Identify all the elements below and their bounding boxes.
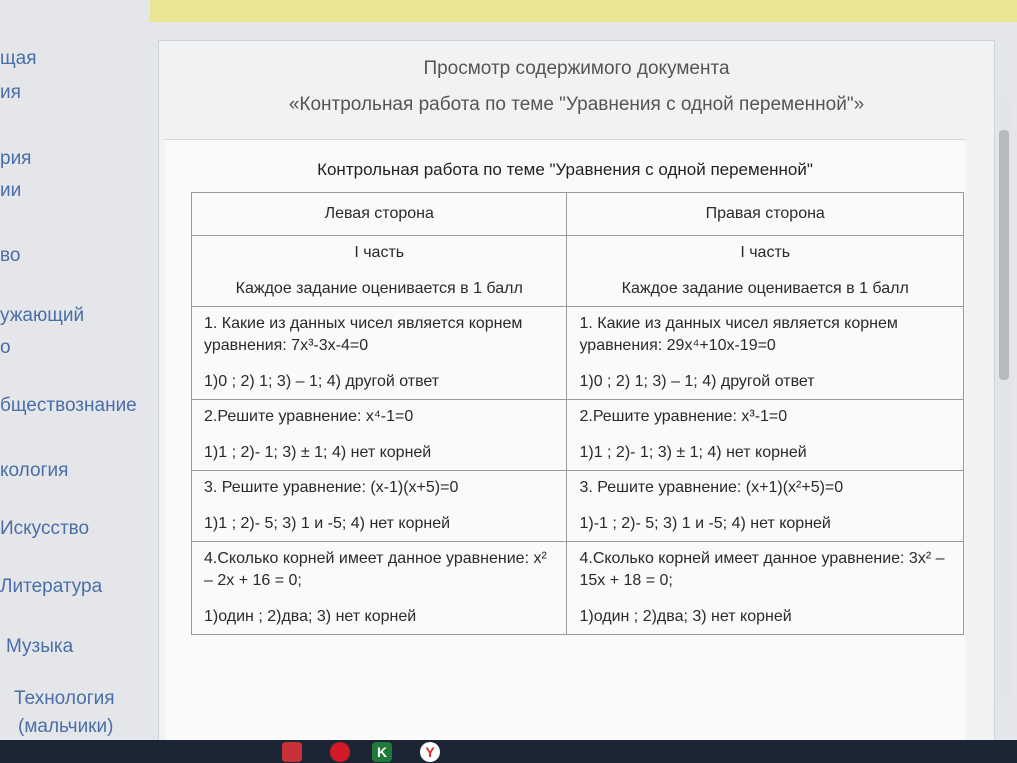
left-answers-1: 1)0 ; 2) 1; 3) – 1; 4) другой ответ — [204, 373, 440, 390]
sidebar — [0, 40, 150, 763]
document-header — [159, 41, 994, 123]
table-row — [192, 307, 964, 400]
left-answers-4: 1)один ; 2)два; 3) нет корней — [204, 608, 417, 625]
worksheet-table — [191, 192, 964, 635]
right-answers-4: 1)один ; 2)два; 3) нет корней — [579, 608, 792, 625]
table-row — [192, 400, 964, 471]
sidebar-item-7[interactable]: о — [0, 337, 11, 358]
document-panel — [158, 40, 995, 742]
table-row — [192, 236, 964, 307]
sidebar-item-ecology[interactable]: кология — [0, 460, 69, 481]
left-header: Левая сторона — [192, 193, 567, 236]
left-question-4: 4.Сколько корней имеет данное уравнение: x² – 2x + 16 = 0; — [204, 550, 547, 589]
right-score-note: Каждое задание оценивается в 1 балл — [621, 280, 909, 297]
top-banner — [150, 0, 1017, 22]
document-subheading: «Контрольная работа по теме "Уравнения с одной переменной"» — [288, 94, 865, 115]
sidebar-item-technology[interactable]: Технология — [14, 688, 115, 709]
right-question-3: 3. Решите уравнение: (x+1)(x²+5)=0 — [579, 479, 844, 496]
app-icon-red[interactable] — [282, 742, 302, 762]
yandex-browser-icon[interactable]: Y — [420, 742, 440, 762]
sidebar-item-music[interactable]: Музыка — [6, 636, 74, 657]
right-part-label: I часть — [740, 244, 791, 261]
taskbar — [0, 740, 1017, 763]
sidebar-item-social-studies[interactable]: бществознание — [0, 395, 137, 416]
sidebar-item-4[interactable]: ии — [0, 180, 22, 201]
table-row — [192, 542, 964, 635]
right-answers-3: 1)-1 ; 2)- 5; 3) 1 и -5; 4) нет корней — [579, 515, 831, 532]
sidebar-item-6[interactable]: ужающий — [0, 305, 85, 326]
document-viewer[interactable] — [165, 139, 965, 740]
right-question-3-cell — [567, 471, 964, 542]
opera-icon[interactable] — [330, 742, 350, 762]
left-score-note: Каждое задание оценивается в 1 балл — [235, 280, 523, 297]
left-part-label: I часть — [354, 244, 405, 261]
sidebar-item-2[interactable]: ия — [0, 82, 21, 103]
right-answers-1: 1)0 ; 2) 1; 3) – 1; 4) другой ответ — [579, 373, 815, 390]
sidebar-item-3[interactable]: рия — [0, 148, 32, 169]
sidebar-item-technology-boys[interactable]: (мальчики) — [18, 716, 114, 737]
table-row — [192, 193, 964, 236]
sidebar-item-art[interactable]: Искусство — [0, 518, 90, 539]
right-question-1-cell — [567, 307, 964, 400]
right-answers-2: 1)1 ; 2)- 1; 3) ± 1; 4) нет корней — [579, 444, 807, 461]
left-question-1: 1. Какие из данных чисел является корнем уравнения: 7x³-3x-4=0 — [204, 315, 523, 354]
left-question-3: 3. Решите уравнение: (x-1)(x+5)=0 — [204, 479, 459, 496]
document-heading: Просмотр содержимого документа — [423, 58, 730, 79]
kaspersky-icon[interactable]: K — [372, 742, 392, 762]
right-question-2: 2.Решите уравнение: x³-1=0 — [579, 408, 788, 425]
worksheet-title: Контрольная работа по теме "Уравнения с одной переменной" — [317, 160, 813, 179]
left-intro-cell — [192, 236, 567, 307]
left-question-4-cell — [192, 542, 567, 635]
left-answers-2: 1)1 ; 2)- 1; 3) ± 1; 4) нет корней — [204, 444, 432, 461]
viewer-scrollbar-thumb[interactable] — [999, 130, 1009, 380]
left-question-1-cell — [192, 307, 567, 400]
right-header: Правая сторона — [567, 193, 964, 236]
sidebar-item-5[interactable]: во — [0, 245, 21, 266]
left-question-2-cell — [192, 400, 567, 471]
right-question-2-cell — [567, 400, 964, 471]
right-question-4-cell — [567, 542, 964, 635]
sidebar-item-1[interactable]: щая — [0, 48, 37, 69]
right-question-4: 4.Сколько корней имеет данное уравнение: 3x² – 15x + 18 = 0; — [579, 550, 945, 589]
left-answers-3: 1)1 ; 2)- 5; 3) 1 и -5; 4) нет корней — [204, 515, 451, 532]
table-row — [192, 471, 964, 542]
sidebar-item-literature[interactable]: Литература — [0, 576, 103, 597]
left-question-3-cell — [192, 471, 567, 542]
right-intro-cell — [567, 236, 964, 307]
left-question-2: 2.Решите уравнение: x⁴-1=0 — [204, 408, 414, 425]
right-question-1: 1. Какие из данных чисел является корнем уравнения: 29x⁴+10x-19=0 — [579, 315, 898, 354]
